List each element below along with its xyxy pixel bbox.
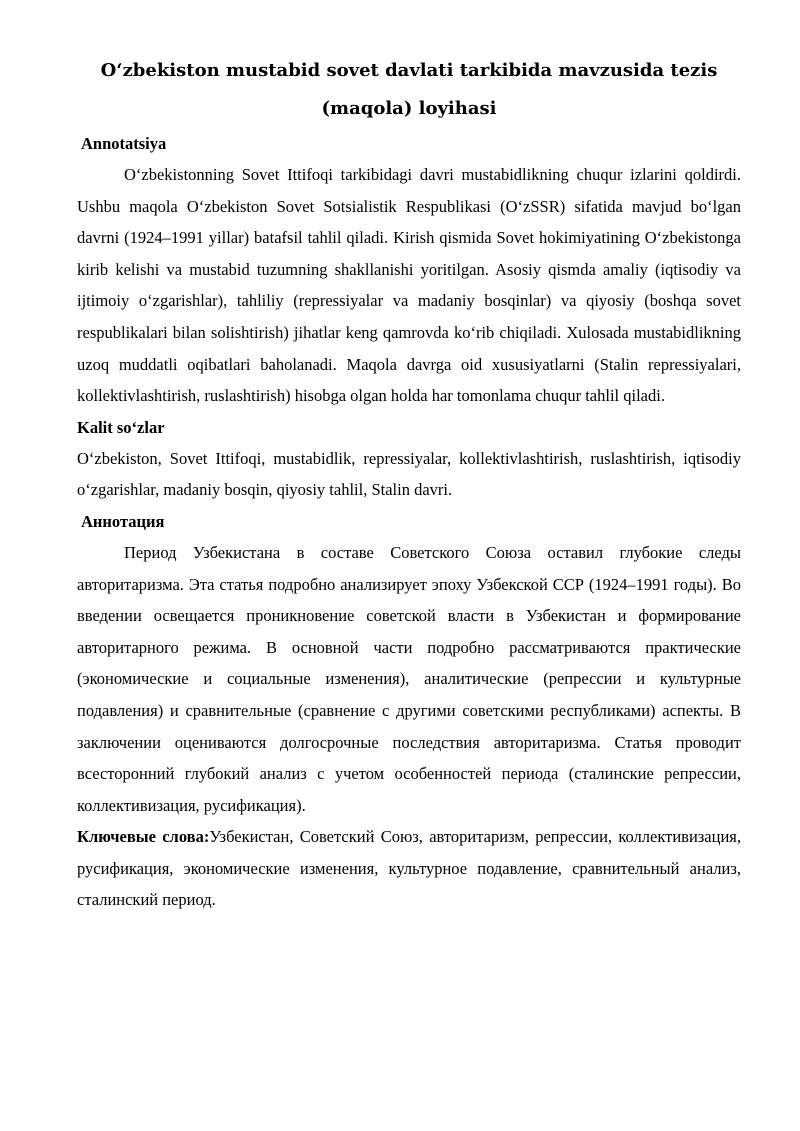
ru-keywords-label: Ключевые слова: [77,827,210,847]
uz-annotation-section [77,128,741,412]
title-line-2: (maqola) loyihasi [321,98,497,119]
ru-annotation-text: Период Узбекистана в составе Советского Союза оставил глубокие следы авторитаризма. Эта статья подробно анализирует эпоху Узбекской ССР (1924–1991 годы). Во введении освещается проникновение советской власти в Узбекистан и формирование авторитарного режима. В основной части подробно рассматриваются практические (экономические и социальные изменения), аналитические (репрессии и культурные подавления) и сравнительные (сравнение с другими советскими республиками) аспекты. В заключении оцениваются долгосрочные последствия авторитаризма. Статья проводит всесторонний глубокий анализ с учетом особенностей периода (сталинские репрессии, коллективизация, русификация). [77,542,741,815]
ru-annotation-heading: Аннотация [81,511,165,531]
ru-annotation-section [77,506,741,821]
ru-keywords-paragraph [77,821,741,916]
document-title [77,52,741,128]
document-page [77,52,741,916]
uz-keywords-text: O‘zbekiston, Sovet Ittifoqi, mustabidlik, repressiyalar, kollektivlashtirish, ruslashtirish, iqtisodiy o‘zgarishlar, madaniy bosqin, qiyosiy tahlil, Stalin davri. [77,448,741,500]
ru-keywords-text: Узбекистан, Советский Союз, авторитаризм, репрессии, коллективизация, русификация, экономические изменения, культурное подавление, сравнительный анализ, сталинский период. [77,827,741,910]
uz-annotation-heading: Annotatsiya [81,134,167,153]
uz-keywords-heading: Kalit so‘zlar [77,417,165,437]
uz-keywords-section [77,412,741,506]
title-line-1: O‘zbekiston mustabid sovet davlati tarkibida mavzusida tezis [100,60,718,81]
ru-keywords-section [77,821,741,916]
uz-annotation-text: O‘zbekistonning Sovet Ittifoqi tarkibidagi davri mustabidlikning chuqur izlarini qoldirdi. Ushbu maqola O‘zbekiston Sovet Sotsialistik Respublikasi (O‘zSSR) sifatida mavjud bo‘lgan davrni (1924–1991 yillar) batafsil tahlil qiladi. Kirish qismida Sovet hokimiyatining O‘zbekistonga kirib kelishi va mustabid tuzumning shakllanishi yoritilgan. Asosiy qismda amaliy (iqtisodiy va ijtimoiy o‘zgarishlar), tahliliy (repressiyalar va madaniy bosqinlar) va qiyosiy (boshqa sovet respublikalari bilan solishtirish) jihatlar keng qamrovda ko‘rib chiqiladi. Xulosada mustabidlikning uzoq muddatli oqibatlari baholanadi. Maqola davrga oid xususiyatlarni (Stalin repressiyalari, kollektivlashtirish, ruslashtirish) hisobga olgan holda har tomonlama chuqur tahlil qiladi. [77,165,741,406]
